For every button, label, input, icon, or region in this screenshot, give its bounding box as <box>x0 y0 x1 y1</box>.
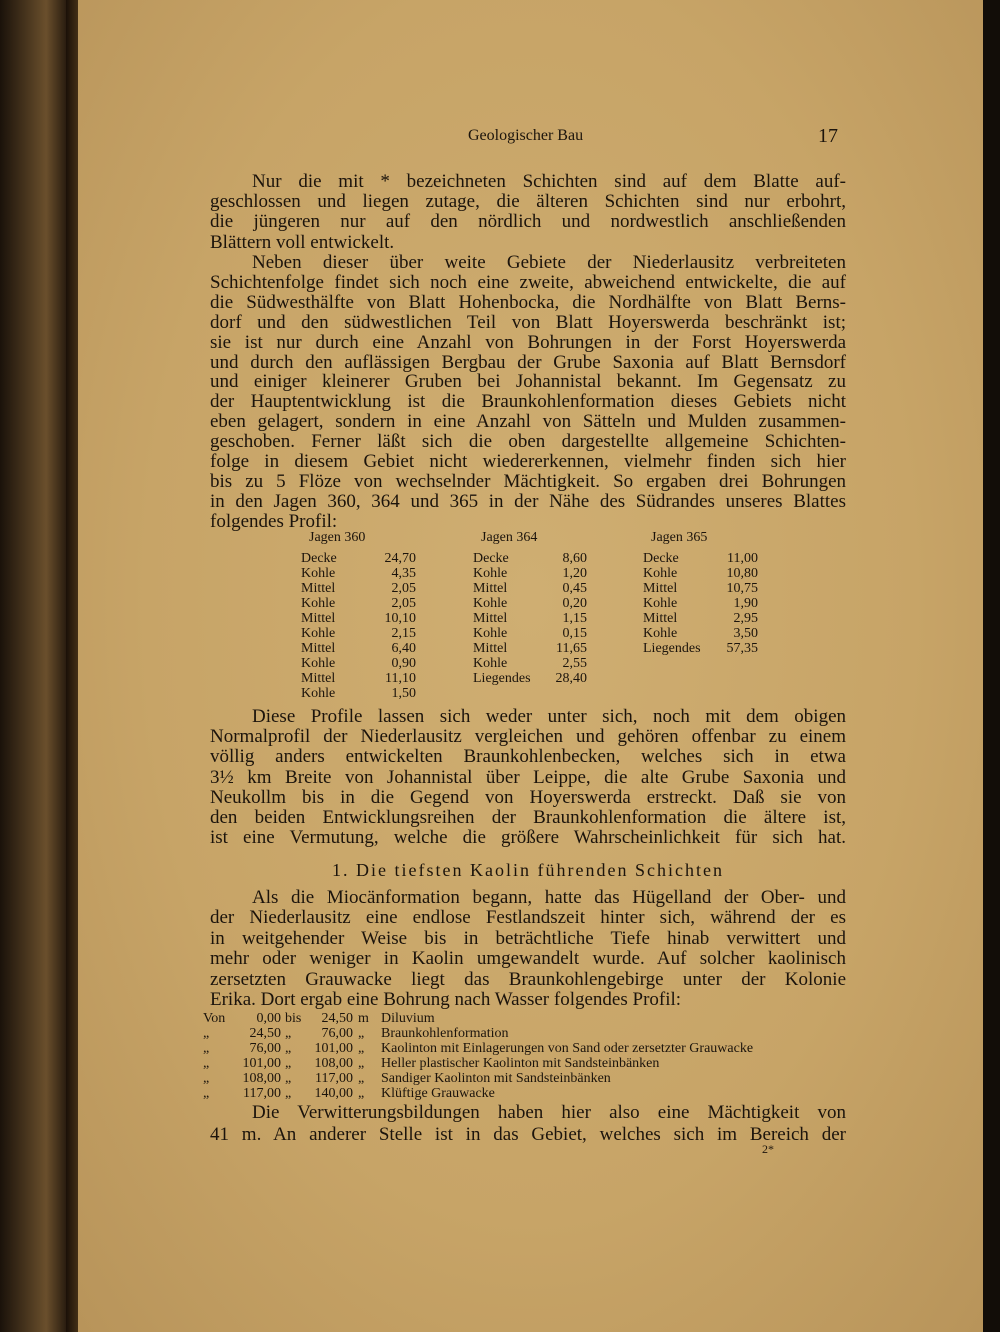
depth-from: 24,50 <box>249 1026 281 1041</box>
unit: „ <box>358 1026 365 1041</box>
facing-page-edge <box>0 0 66 1332</box>
paragraph-4-line: der Niederlausitz eine endlose Festlandszeit hinter sich, während der es <box>210 907 846 929</box>
layer-thickness: 2,05 <box>391 581 416 596</box>
paragraph-2-line: sie ist nur durch eine Anzahl von Bohrungen in der Forst Hoyerswerda <box>210 331 846 353</box>
to-word: „ <box>285 1071 292 1086</box>
paragraph-2-line: in den Jagen 360, 364 und 365 in der Nähe des Südrandes unseres Blattes <box>210 490 846 512</box>
from-prefix: „ <box>203 1026 210 1041</box>
paragraph-4-line: in weitgehender Weise bis in beträchtliche Tiefe hinab verwittert und <box>210 927 846 949</box>
layer-name: Kohle <box>301 686 336 701</box>
layer-name: Kohle <box>301 596 336 611</box>
layer-name: Kohle <box>473 626 508 641</box>
paragraph-1-line: Blättern voll entwickelt. <box>210 231 395 253</box>
layer-thickness: 1,20 <box>562 566 587 581</box>
paragraph-2-line: dorf und den südwestlichen Teil von Blatt Hoyerswerda beschränkt ist; <box>210 311 846 333</box>
layer-name: Decke <box>473 551 509 566</box>
unit: „ <box>358 1086 365 1101</box>
layer-name: Kohle <box>301 626 336 641</box>
paragraph-5-line: Die Verwitterungsbildungen haben hier also eine Mächtigkeit von <box>252 1102 846 1123</box>
depth-from: 76,00 <box>249 1041 281 1056</box>
paragraph-3-line: Diese Profile lassen sich weder unter sich, noch mit dem obigen <box>252 706 846 727</box>
paragraph-3-line: völlig anders entwickelten Braunkohlenbecken, welches sich in etwa <box>210 746 846 768</box>
from-prefix: „ <box>203 1071 210 1086</box>
stratum: Diluvium <box>381 1011 435 1026</box>
layer-name: Kohle <box>643 566 678 581</box>
layer-name: Liegendes <box>473 671 531 686</box>
paragraph-2-line: und einiger kleinerer Gruben bei Johannistal bekannt. Im Gegensatz zu <box>210 371 846 393</box>
layer-name: Kohle <box>473 656 508 671</box>
layer-thickness: 2,15 <box>391 626 416 641</box>
depth-from: 101,00 <box>242 1056 281 1071</box>
layer-name: Kohle <box>643 626 678 641</box>
layer-thickness: 8,60 <box>562 551 587 566</box>
paragraph-3-line: 3½ km Breite von Johannistal über Leippe, die alte Grube Saxonia und <box>210 766 846 788</box>
paragraph-3-line: den beiden Entwicklungsreihen der Braunkohlenformation die ältere ist, <box>210 807 846 828</box>
layer-name: Kohle <box>473 566 508 581</box>
depth-from: 117,00 <box>243 1086 281 1101</box>
paragraph-1-line: geschlossen und liegen zutage, die älteren Schichten sind nur erbohrt, <box>210 191 846 213</box>
layer-thickness: 10,80 <box>726 566 758 581</box>
paragraph-2-line: und durch den auflässigen Bergbau der Grube Saxonia auf Blatt Bernsdorf <box>210 351 846 373</box>
stratum: Sandiger Kaolinton mit Sandsteinbänken <box>381 1071 611 1086</box>
layer-thickness: 10,10 <box>384 611 416 626</box>
layer-thickness: 0,20 <box>562 596 587 611</box>
running-header: Geologischer Bau <box>468 127 584 144</box>
depth-to: 101,00 <box>314 1041 353 1056</box>
layer-thickness: 6,40 <box>391 641 416 656</box>
unit: „ <box>358 1041 365 1056</box>
layer-thickness: 2,95 <box>733 611 758 626</box>
unit: m <box>358 1011 369 1026</box>
depth-to: 117,00 <box>315 1071 353 1086</box>
page-number: 17 <box>818 125 838 147</box>
stratum: Kaolinton mit Einlagerungen von Sand oder zersetzter Grauwacke <box>381 1041 754 1056</box>
paragraph-4-line: Als die Miocänformation begann, hatte das Hügelland der Ober- und <box>252 887 846 908</box>
signature-mark: 2* <box>762 1142 774 1156</box>
unit: „ <box>358 1056 365 1071</box>
paragraph-3-line: ist eine Vermutung, welche die größere Wahrscheinlichkeit für sich hat. <box>210 827 846 849</box>
profile-title: Jagen 364 <box>481 530 538 545</box>
paragraph-2-line: Schichtenfolge findet sich noch eine zweite, abweichend entwickelte, die auf <box>210 271 846 293</box>
paragraph-1-line: die jüngeren nur auf den nördlich und nordwestlich anschließenden <box>210 211 846 233</box>
paragraph-2-line: der Hauptentwicklung ist die Braunkohlenformation dieses Gebiets nicht <box>210 391 846 413</box>
layer-name: Decke <box>301 551 337 566</box>
layer-name: Mittel <box>473 641 508 656</box>
layer-thickness: 24,70 <box>384 551 416 566</box>
depth-to: 76,00 <box>321 1026 353 1041</box>
layer-name: Kohle <box>301 566 336 581</box>
layer-name: Kohle <box>301 656 336 671</box>
paragraph-2-line: folgendes Profil: <box>210 510 338 532</box>
from-prefix: „ <box>203 1041 210 1056</box>
layer-name: Kohle <box>643 596 678 611</box>
layer-thickness: 11,65 <box>556 641 587 656</box>
paragraph-2-line: geschoben. Ferner läßt sich die oben dargestellte allgemeine Schichten- <box>210 431 846 453</box>
layer-thickness: 0,90 <box>391 656 416 671</box>
layer-name: Mittel <box>473 581 508 596</box>
stratum: Braunkohlenformation <box>381 1026 509 1041</box>
depth-to: 24,50 <box>321 1011 353 1026</box>
to-word: „ <box>285 1026 292 1041</box>
paragraph-4-line: zersetzten Grauwacke liegt das Braunkohlengebirge unter der Kolonie <box>210 968 846 990</box>
layer-thickness: 2,55 <box>562 656 587 671</box>
from-prefix: Von <box>203 1011 226 1026</box>
layer-thickness: 1,50 <box>391 686 416 701</box>
depth-to: 108,00 <box>314 1056 353 1071</box>
depth-from: 108,00 <box>242 1071 281 1086</box>
layer-thickness: 3,50 <box>733 626 758 641</box>
layer-thickness: 4,35 <box>391 566 416 581</box>
layer-name: Decke <box>643 551 679 566</box>
paragraph-4-line: mehr oder weniger in Kaolin umgewandelt wurde. Auf solcher kaolinisch <box>210 948 846 970</box>
stratum: Klüftige Grauwacke <box>381 1086 495 1101</box>
layer-name: Mittel <box>643 581 678 596</box>
layer-name: Mittel <box>301 611 336 626</box>
to-word: „ <box>285 1086 292 1101</box>
layer-name: Mittel <box>643 611 678 626</box>
depth-from: 0,00 <box>256 1011 281 1026</box>
layer-name: Mittel <box>301 671 336 686</box>
paragraph-2-line: Neben dieser über weite Gebiete der Niederlausitz verbreiteten <box>252 252 846 273</box>
to-word: „ <box>285 1056 292 1071</box>
layer-name: Liegendes <box>643 641 701 656</box>
layer-thickness: 0,45 <box>562 581 587 596</box>
depth-to: 140,00 <box>314 1086 353 1101</box>
from-prefix: „ <box>203 1086 210 1101</box>
paragraph-1-line: Nur die mit * bezeichneten Schichten sind auf dem Blatte auf- <box>252 171 846 192</box>
layer-thickness: 57,35 <box>726 641 758 656</box>
paragraph-3-line: Normalprofil der Niederlausitz vergleichen und gehören offenbar zu einem <box>210 726 846 748</box>
layer-thickness: 11,10 <box>385 671 416 686</box>
stratum: Heller plastischer Kaolinton mit Sandsteinbänken <box>381 1056 660 1071</box>
to-word: „ <box>285 1041 292 1056</box>
unit: „ <box>358 1071 365 1086</box>
layer-thickness: 1,90 <box>733 596 758 611</box>
paragraph-2-line: eben gelagert, sondern in eine Anzahl von Sätteln und Mulden zusammen- <box>210 411 846 433</box>
from-prefix: „ <box>203 1056 210 1071</box>
paragraph-2-line: die Südwesthälfte von Blatt Hohenbocka, die Nordhälfte von Blatt Berns- <box>210 291 846 313</box>
layer-name: Mittel <box>301 641 336 656</box>
layer-name: Mittel <box>301 581 336 596</box>
paragraph-2-line: bis zu 5 Flöze von wechselnder Mächtigkeit. So ergaben drei Bohrungen <box>210 470 846 492</box>
section-heading: 1. Die tiefsten Kaolin führenden Schichten <box>332 860 724 880</box>
layer-thickness: 2,05 <box>391 596 416 611</box>
profile-title: Jagen 365 <box>651 530 708 545</box>
to-word: bis <box>285 1011 302 1026</box>
paragraph-4-line: Erika. Dort ergab eine Bohrung nach Wasser folgendes Profil: <box>210 989 682 1010</box>
layer-thickness: 11,00 <box>727 551 758 566</box>
paragraph-2-line: folge in diesem Gebiet nicht wiedererkennen, vielmehr finden sich hier <box>210 451 846 472</box>
layer-thickness: 1,15 <box>562 611 587 626</box>
paragraph-5-line: 41 m. An anderer Stelle ist in das Gebiet, welches sich im Bereich der <box>210 1124 846 1145</box>
profile-title: Jagen 360 <box>309 530 366 545</box>
layer-thickness: 28,40 <box>555 671 587 686</box>
layer-thickness: 0,15 <box>562 626 587 641</box>
paragraph-3-line: Neukollm bis in die Gegend von Hoyerswerda erstreckt. Daß sie von <box>210 786 846 808</box>
layer-name: Kohle <box>473 596 508 611</box>
layer-thickness: 10,75 <box>726 581 758 596</box>
layer-name: Mittel <box>473 611 508 626</box>
